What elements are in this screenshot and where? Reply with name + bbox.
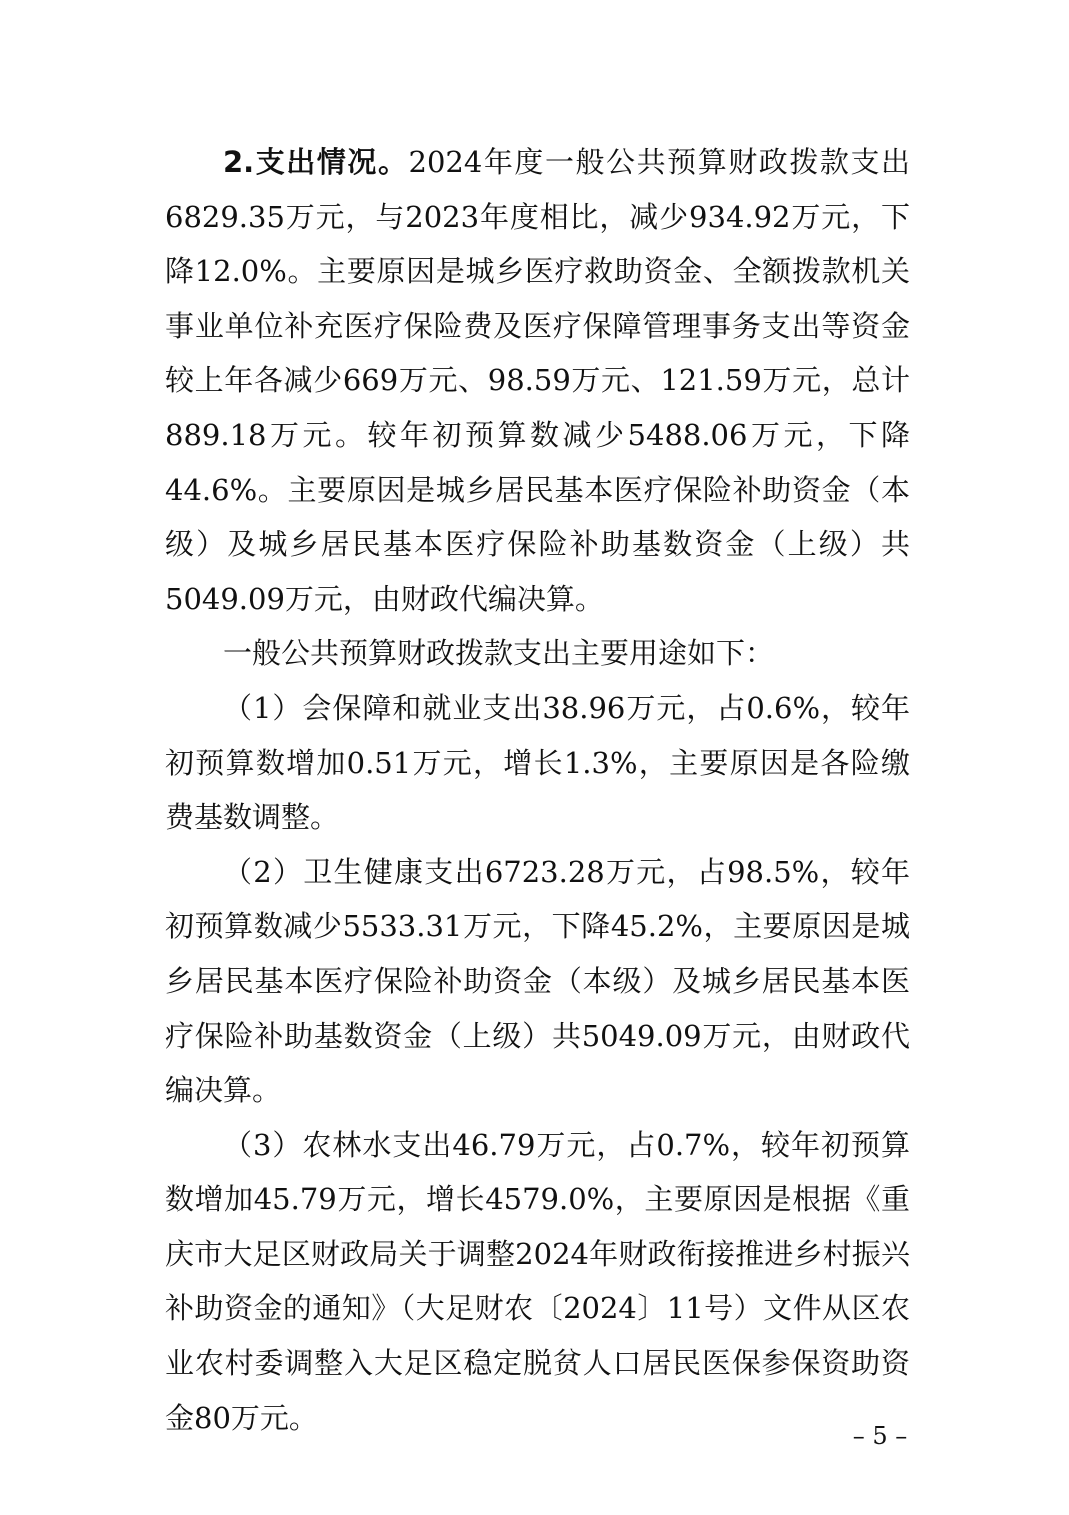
page-number: – 5 – xyxy=(852,1422,908,1450)
paragraph-text: 一般公共预算财政拨款支出主要用途如下： xyxy=(223,636,775,671)
section-heading: 2.支出情况。 xyxy=(223,145,409,179)
paragraph-item-3 xyxy=(165,1118,910,1446)
paragraph-text: 2024年度一般公共预算财政拨款支出6829.35万元，与2023年度相比，减少934.92万元，下降12.0%。主要原因是城乡医疗救助资金、全额拨款机关事业单位补充医疗保险费及医疗保障管理事务支出等资金较上年各减少669万元、98.59万元、121.59万元，总计889.18万元。较年初预算数减少5488.06万元，下降44.6%。主要原因是城乡居民基本医疗保险补助资金（本级）及城乡居民基本医疗保险补助基数资金（上级）共5049.09万元，由财政代编决算。 xyxy=(165,145,910,616)
paragraph-item-1 xyxy=(165,681,910,845)
body-text xyxy=(165,135,910,1445)
paragraph-expenditure-overview xyxy=(165,135,910,626)
paragraph-uses-intro xyxy=(165,626,910,681)
paragraph-text: （3）农林水支出46.79万元，占0.7%，较年初预算数增加45.79万元，增长4579.0%，主要原因是根据《重庆市大足区财政局关于调整2024年财政衔接推进乡村振兴补助资金的通知》（大足财农〔2024〕11号）文件从区农业农村委调整入大足区稳定脱贫人口居民医保参保资助资金80万元。 xyxy=(165,1127,910,1435)
paragraph-text: （1）会保障和就业支出38.96万元，占0.6%，较年初预算数增加0.51万元，增长1.3%，主要原因是各险缴费基数调整。 xyxy=(165,690,910,835)
paragraph-item-2 xyxy=(165,845,910,1118)
paragraph-text: （2）卫生健康支出6723.28万元，占98.5%，较年初预算数减少5533.31万元，下降45.2%，主要原因是城乡居民基本医疗保险补助资金（本级）及城乡居民基本医疗保险补助基数资金（上级）共5049.09万元，由财政代编决算。 xyxy=(165,854,910,1108)
